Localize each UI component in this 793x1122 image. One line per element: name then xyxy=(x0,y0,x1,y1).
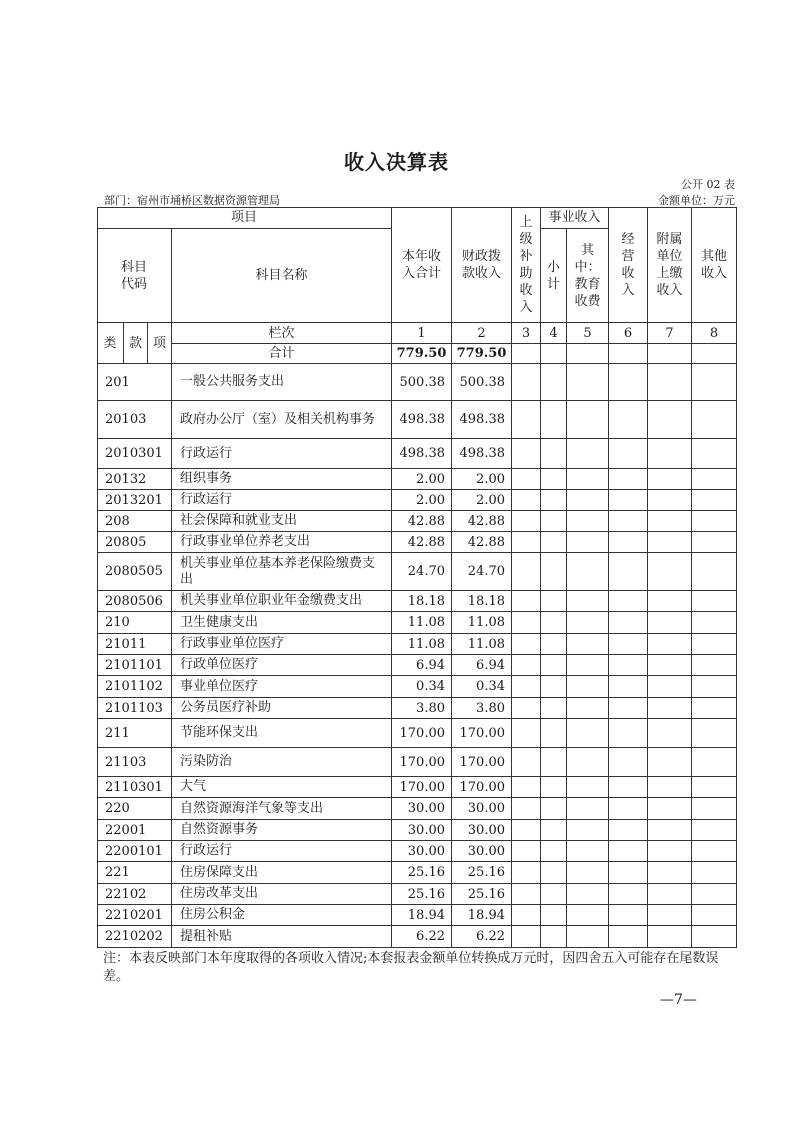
page-number: —7— xyxy=(660,992,697,1008)
row-name: 提租补贴 xyxy=(172,926,392,948)
row-c2: 2.00 xyxy=(452,469,512,490)
row-empty xyxy=(541,884,567,905)
row-empty xyxy=(512,719,541,748)
header-xiang: 项 xyxy=(148,323,172,364)
row-code: 21011 xyxy=(97,634,172,655)
row-name: 行政运行 xyxy=(172,490,392,511)
row-code: 210 xyxy=(97,612,172,634)
row-empty xyxy=(567,884,609,905)
row-empty xyxy=(541,926,567,948)
row-empty xyxy=(567,532,609,553)
row-code: 2080505 xyxy=(97,553,172,591)
row-c1: 18.18 xyxy=(392,591,452,612)
row-empty xyxy=(609,634,648,655)
row-empty xyxy=(692,905,737,926)
row-c1: 498.38 xyxy=(392,401,452,439)
header-col-label: 栏次 xyxy=(172,323,392,344)
row-code: 2101101 xyxy=(97,655,172,676)
footnote: 注：本表反映部门本年度取得的各项收入情况;本套报表金额单位转换成万元时，因四舍五入可能存在尾数误差。 xyxy=(103,951,719,984)
row-empty xyxy=(567,511,609,532)
row-empty xyxy=(567,364,609,401)
row-empty xyxy=(692,553,737,591)
row-name: 住房公积金 xyxy=(172,905,392,926)
row-empty xyxy=(692,612,737,634)
row-empty xyxy=(541,469,567,490)
row-empty xyxy=(512,591,541,612)
row-c2: 25.16 xyxy=(452,862,512,884)
row-code: 2101102 xyxy=(97,676,172,698)
row-empty xyxy=(567,820,609,841)
row-empty xyxy=(692,926,737,948)
row-name: 社会保障和就业支出 xyxy=(172,511,392,532)
row-empty xyxy=(609,655,648,676)
row-empty xyxy=(567,841,609,862)
row-c1: 42.88 xyxy=(392,532,452,553)
row-empty xyxy=(512,798,541,820)
header-c4: 小 计 xyxy=(541,229,567,323)
row-empty xyxy=(609,591,648,612)
total-label: 合计 xyxy=(172,344,392,364)
row-c2: 170.00 xyxy=(452,748,512,777)
row-empty xyxy=(541,798,567,820)
row-empty xyxy=(512,905,541,926)
row-c1: 498.38 xyxy=(392,439,452,469)
row-c1: 170.00 xyxy=(392,777,452,798)
row-empty xyxy=(648,884,692,905)
row-empty xyxy=(609,698,648,719)
row-empty xyxy=(648,698,692,719)
form-number: 公开 02 表 xyxy=(681,178,735,191)
header-c2: 财政拨 款收入 xyxy=(452,207,512,323)
row-empty xyxy=(609,490,648,511)
row-empty xyxy=(512,532,541,553)
row-empty xyxy=(692,841,737,862)
row-empty xyxy=(609,612,648,634)
row-c1: 6.22 xyxy=(392,926,452,948)
row-empty xyxy=(692,862,737,884)
row-empty xyxy=(512,511,541,532)
row-c1: 25.16 xyxy=(392,884,452,905)
row-c1: 11.08 xyxy=(392,612,452,634)
row-empty xyxy=(609,841,648,862)
row-c2: 498.38 xyxy=(452,401,512,439)
row-empty xyxy=(541,862,567,884)
row-empty xyxy=(648,401,692,439)
total-empty xyxy=(692,344,737,364)
row-empty xyxy=(692,634,737,655)
row-c2: 6.94 xyxy=(452,655,512,676)
row-empty xyxy=(609,532,648,553)
column-number: 3 xyxy=(512,323,541,344)
row-name: 组织事务 xyxy=(172,469,392,490)
header-kuan: 款 xyxy=(124,323,148,364)
row-empty xyxy=(648,719,692,748)
row-empty xyxy=(541,612,567,634)
row-empty xyxy=(541,532,567,553)
row-empty xyxy=(692,591,737,612)
row-c2: 11.08 xyxy=(452,634,512,655)
column-number: 5 xyxy=(567,323,609,344)
row-empty xyxy=(692,401,737,439)
row-code: 22001 xyxy=(97,820,172,841)
row-c1: 0.34 xyxy=(392,676,452,698)
row-empty xyxy=(609,719,648,748)
row-empty xyxy=(512,490,541,511)
row-empty xyxy=(609,748,648,777)
row-empty xyxy=(692,748,737,777)
row-c2: 500.38 xyxy=(452,364,512,401)
row-empty xyxy=(541,719,567,748)
row-empty xyxy=(648,777,692,798)
total-empty xyxy=(609,344,648,364)
column-number: 6 xyxy=(609,323,648,344)
row-c2: 498.38 xyxy=(452,439,512,469)
row-name: 公务员医疗补助 xyxy=(172,698,392,719)
row-empty xyxy=(609,905,648,926)
row-c1: 170.00 xyxy=(392,719,452,748)
row-empty xyxy=(512,748,541,777)
row-code: 2110301 xyxy=(97,777,172,798)
row-name: 事业单位医疗 xyxy=(172,676,392,698)
header-item: 项目 xyxy=(97,207,392,229)
row-code: 2010301 xyxy=(97,439,172,469)
row-empty xyxy=(567,490,609,511)
row-empty xyxy=(512,439,541,469)
row-code: 208 xyxy=(97,511,172,532)
row-empty xyxy=(567,777,609,798)
row-empty xyxy=(541,905,567,926)
row-empty xyxy=(567,469,609,490)
row-code: 22102 xyxy=(97,884,172,905)
row-empty xyxy=(692,884,737,905)
row-empty xyxy=(567,676,609,698)
row-empty xyxy=(541,490,567,511)
row-empty xyxy=(512,612,541,634)
row-empty xyxy=(567,862,609,884)
row-empty xyxy=(609,439,648,469)
row-empty xyxy=(512,926,541,948)
row-empty xyxy=(512,884,541,905)
row-name: 一般公共服务支出 xyxy=(172,364,392,401)
row-empty xyxy=(567,553,609,591)
row-empty xyxy=(692,469,737,490)
row-c1: 30.00 xyxy=(392,820,452,841)
unit-label: 金额单位：万元 xyxy=(658,194,735,207)
row-empty xyxy=(541,655,567,676)
row-empty xyxy=(648,820,692,841)
row-c2: 2.00 xyxy=(452,490,512,511)
header-name: 科目名称 xyxy=(172,229,392,323)
row-name: 自然资源海洋气象等支出 xyxy=(172,798,392,820)
row-c2: 170.00 xyxy=(452,777,512,798)
row-c2: 18.18 xyxy=(452,591,512,612)
header-c6: 经 营 收 入 xyxy=(609,207,648,323)
department-label: 部门：宿州市埇桥区数据资源管理局 xyxy=(104,194,280,207)
total-c1: 779.50 xyxy=(392,344,452,364)
row-empty xyxy=(648,634,692,655)
row-name: 住房改革支出 xyxy=(172,884,392,905)
header-c5: 其 中： 教育 收费 xyxy=(567,229,609,323)
row-c1: 18.94 xyxy=(392,905,452,926)
row-code: 2101103 xyxy=(97,698,172,719)
row-c1: 3.80 xyxy=(392,698,452,719)
row-empty xyxy=(512,676,541,698)
row-empty xyxy=(648,798,692,820)
row-name: 自然资源事务 xyxy=(172,820,392,841)
row-empty xyxy=(648,490,692,511)
row-code: 211 xyxy=(97,719,172,748)
row-empty xyxy=(541,511,567,532)
row-c1: 2.00 xyxy=(392,490,452,511)
row-empty xyxy=(692,777,737,798)
row-empty xyxy=(567,401,609,439)
row-c1: 11.08 xyxy=(392,634,452,655)
row-code: 220 xyxy=(97,798,172,820)
header-c7: 附属 单位 上缴 收入 xyxy=(648,207,692,323)
row-empty xyxy=(692,490,737,511)
row-name: 行政事业单位养老支出 xyxy=(172,532,392,553)
row-empty xyxy=(541,591,567,612)
row-c2: 170.00 xyxy=(452,719,512,748)
row-code: 2210202 xyxy=(97,926,172,948)
row-c1: 25.16 xyxy=(392,862,452,884)
row-empty xyxy=(692,655,737,676)
row-empty xyxy=(648,655,692,676)
row-empty xyxy=(567,634,609,655)
row-name: 节能环保支出 xyxy=(172,719,392,748)
row-name: 行政事业单位医疗 xyxy=(172,634,392,655)
header-shiye: 事业收入 xyxy=(541,207,609,229)
row-c2: 0.34 xyxy=(452,676,512,698)
row-empty xyxy=(541,841,567,862)
row-empty xyxy=(609,469,648,490)
row-empty xyxy=(692,439,737,469)
header-code: 科目 代码 xyxy=(97,229,172,323)
row-empty xyxy=(541,634,567,655)
row-empty xyxy=(567,591,609,612)
row-name: 行政运行 xyxy=(172,841,392,862)
row-c2: 42.88 xyxy=(452,532,512,553)
row-empty xyxy=(512,841,541,862)
row-c2: 24.70 xyxy=(452,553,512,591)
column-number: 8 xyxy=(692,323,737,344)
column-number: 4 xyxy=(541,323,567,344)
row-c2: 30.00 xyxy=(452,841,512,862)
row-name: 大气 xyxy=(172,777,392,798)
row-empty xyxy=(512,634,541,655)
row-empty xyxy=(692,798,737,820)
row-empty xyxy=(609,553,648,591)
row-name: 政府办公厅（室）及相关机构事务 xyxy=(172,401,392,439)
row-empty xyxy=(567,698,609,719)
row-c2: 42.88 xyxy=(452,511,512,532)
row-code: 221 xyxy=(97,862,172,884)
row-code: 2210201 xyxy=(97,905,172,926)
row-empty xyxy=(648,553,692,591)
row-empty xyxy=(648,439,692,469)
row-c2: 18.94 xyxy=(452,905,512,926)
row-c1: 500.38 xyxy=(392,364,452,401)
row-c2: 6.22 xyxy=(452,926,512,948)
row-empty xyxy=(567,748,609,777)
row-c2: 30.00 xyxy=(452,820,512,841)
row-empty xyxy=(609,820,648,841)
row-empty xyxy=(609,862,648,884)
row-empty xyxy=(567,655,609,676)
row-empty xyxy=(541,676,567,698)
total-empty xyxy=(541,344,567,364)
row-c2: 11.08 xyxy=(452,612,512,634)
row-name: 行政单位医疗 xyxy=(172,655,392,676)
row-c1: 2.00 xyxy=(392,469,452,490)
row-empty xyxy=(541,698,567,719)
row-c1: 24.70 xyxy=(392,553,452,591)
row-empty xyxy=(648,612,692,634)
row-empty xyxy=(609,926,648,948)
row-c1: 42.88 xyxy=(392,511,452,532)
row-code: 20132 xyxy=(97,469,172,490)
row-c1: 6.94 xyxy=(392,655,452,676)
row-empty xyxy=(541,364,567,401)
row-empty xyxy=(512,862,541,884)
column-number: 7 xyxy=(648,323,692,344)
row-c2: 30.00 xyxy=(452,798,512,820)
row-empty xyxy=(648,469,692,490)
row-empty xyxy=(648,905,692,926)
page-title: 收入决算表 xyxy=(344,150,449,174)
row-empty xyxy=(648,841,692,862)
row-code: 2200101 xyxy=(97,841,172,862)
total-empty xyxy=(648,344,692,364)
row-code: 2013201 xyxy=(97,490,172,511)
row-empty xyxy=(648,748,692,777)
total-empty xyxy=(512,344,541,364)
row-empty xyxy=(541,401,567,439)
row-empty xyxy=(567,612,609,634)
header-c1: 本年收 入合计 xyxy=(392,207,452,323)
column-number: 2 xyxy=(452,323,512,344)
row-empty xyxy=(648,511,692,532)
row-empty xyxy=(648,926,692,948)
row-empty xyxy=(648,591,692,612)
column-number: 1 xyxy=(392,323,452,344)
row-empty xyxy=(609,401,648,439)
header-c8: 其他 收入 xyxy=(692,207,737,323)
row-empty xyxy=(512,820,541,841)
row-empty xyxy=(541,777,567,798)
row-empty xyxy=(567,798,609,820)
row-empty xyxy=(648,364,692,401)
row-code: 2080506 xyxy=(97,591,172,612)
row-empty xyxy=(692,676,737,698)
row-empty xyxy=(692,364,737,401)
total-empty xyxy=(567,344,609,364)
row-empty xyxy=(609,364,648,401)
row-empty xyxy=(648,862,692,884)
row-empty xyxy=(692,719,737,748)
row-code: 201 xyxy=(97,364,172,401)
row-c1: 30.00 xyxy=(392,798,452,820)
row-name: 机关事业单位基本养老保险缴费支出 xyxy=(172,553,392,591)
row-empty xyxy=(541,553,567,591)
row-code: 20103 xyxy=(97,401,172,439)
row-empty xyxy=(567,926,609,948)
row-empty xyxy=(512,698,541,719)
row-code: 20805 xyxy=(97,532,172,553)
row-empty xyxy=(567,905,609,926)
row-code: 21103 xyxy=(97,748,172,777)
row-empty xyxy=(512,401,541,439)
row-empty xyxy=(692,820,737,841)
header-c3: 上 级 补 助 收 入 xyxy=(512,207,541,323)
row-c1: 30.00 xyxy=(392,841,452,862)
row-empty xyxy=(541,820,567,841)
row-empty xyxy=(512,655,541,676)
row-name: 卫生健康支出 xyxy=(172,612,392,634)
header-lei: 类 xyxy=(97,323,124,364)
row-empty xyxy=(692,532,737,553)
row-name: 机关事业单位职业年金缴费支出 xyxy=(172,591,392,612)
row-empty xyxy=(609,511,648,532)
row-empty xyxy=(541,439,567,469)
row-c2: 25.16 xyxy=(452,884,512,905)
row-empty xyxy=(609,777,648,798)
total-c2: 779.50 xyxy=(452,344,512,364)
row-empty xyxy=(567,719,609,748)
row-empty xyxy=(648,532,692,553)
row-empty xyxy=(609,884,648,905)
row-empty xyxy=(609,676,648,698)
row-empty xyxy=(512,777,541,798)
income-table xyxy=(97,207,737,948)
row-c1: 170.00 xyxy=(392,748,452,777)
row-empty xyxy=(692,511,737,532)
row-name: 住房保障支出 xyxy=(172,862,392,884)
row-empty xyxy=(512,364,541,401)
row-empty xyxy=(512,553,541,591)
row-empty xyxy=(648,676,692,698)
row-empty xyxy=(512,469,541,490)
row-empty xyxy=(692,698,737,719)
row-empty xyxy=(541,748,567,777)
row-empty xyxy=(567,439,609,469)
row-name: 行政运行 xyxy=(172,439,392,469)
row-c2: 3.80 xyxy=(452,698,512,719)
row-empty xyxy=(609,798,648,820)
row-name: 污染防治 xyxy=(172,748,392,777)
